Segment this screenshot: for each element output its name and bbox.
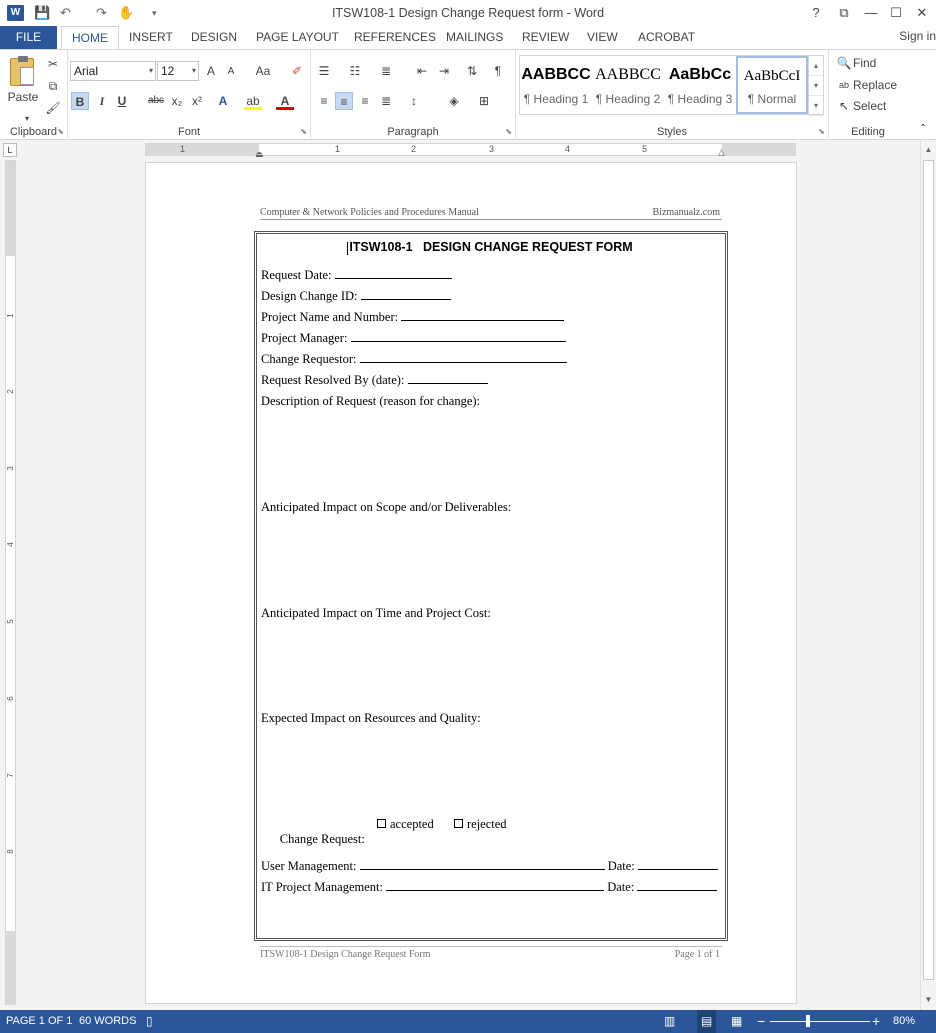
field-request-date[interactable] [261, 268, 452, 283]
paste-icon[interactable] [10, 58, 34, 86]
header-left: Computer & Network Policies and Procedures Manual [260, 207, 479, 218]
ruler-number: 4 [6, 542, 15, 547]
justify-icon[interactable]: ≣ [380, 94, 392, 108]
highlight-color-icon[interactable]: ab [244, 92, 262, 110]
shrink-font-button[interactable]: A [227, 66, 235, 77]
shading-icon[interactable]: ◈ [449, 94, 459, 108]
paragraph-group [311, 50, 516, 140]
strikethrough-button[interactable]: abc [147, 95, 165, 106]
blank-line[interactable] [401, 310, 564, 321]
blank-line[interactable] [638, 859, 718, 870]
print-layout-icon[interactable]: ▤ [697, 1010, 716, 1033]
user-management-label: User Management: [261, 859, 360, 873]
field-project-manager[interactable] [261, 331, 566, 346]
form-title[interactable]: ITSW108-1 DESIGN CHANGE REQUEST FORM [349, 240, 633, 254]
customize-qat-icon[interactable]: ▾ [152, 8, 157, 18]
blank-line[interactable] [360, 859, 605, 870]
ruler-number: 7 [6, 773, 15, 778]
font-group [68, 50, 311, 140]
ruler-right-margin [722, 144, 796, 155]
copy-icon[interactable]: ⧉ [48, 79, 58, 93]
header-right: Bizmanualz.com [652, 207, 720, 218]
it-management-label: IT Project Management: [261, 880, 387, 894]
grow-font-button[interactable]: A [206, 64, 215, 78]
web-layout-icon[interactable]: ▦ [731, 1014, 743, 1028]
zoom-slider-thumb[interactable] [806, 1015, 810, 1027]
blank-line[interactable] [637, 880, 717, 891]
style-sample: AABBCC [595, 66, 661, 83]
ruler-number: 1 [180, 144, 186, 154]
change-case-button[interactable]: Aa [255, 64, 271, 78]
read-mode-icon[interactable]: ▥ [664, 1014, 676, 1028]
section-resources-quality-impact[interactable]: Expected Impact on Resources and Quality: [261, 711, 481, 725]
editing-group-label: Editing [851, 126, 885, 138]
text-cursor [347, 242, 348, 255]
word-app-icon[interactable]: W [7, 5, 24, 21]
find-button[interactable]: Find [853, 56, 877, 70]
ruler-number: 2 [411, 144, 417, 154]
styles-scroll-down-icon[interactable]: ▾ [809, 76, 823, 96]
redo-icon[interactable]: ↷ [96, 5, 107, 20]
zoom-out-button[interactable]: − [757, 1013, 766, 1029]
styles-group-label: Styles [657, 126, 687, 138]
help-button[interactable]: ? [812, 5, 820, 20]
zoom-level[interactable]: 80% [893, 1015, 916, 1027]
horizontal-ruler[interactable] [145, 143, 796, 159]
subscript-button[interactable]: x₂ [171, 94, 183, 108]
font-family-value: Arial [74, 64, 99, 78]
sort-icon[interactable]: ⇅ [466, 64, 478, 78]
accepted-checkbox[interactable] [377, 819, 386, 828]
indent-marker-icon[interactable]: ⏏ [255, 149, 264, 159]
align-left-icon[interactable]: ≡ [320, 94, 328, 108]
bullets-icon[interactable]: ☰ [318, 64, 330, 78]
tab-file[interactable]: FILE [0, 26, 57, 49]
borders-icon[interactable]: ⊞ [478, 94, 490, 108]
restore-button[interactable]: ☐ [890, 5, 902, 20]
change-request-label: Change Request: [279, 832, 365, 846]
clipboard-group [0, 50, 68, 140]
header-rule [260, 219, 722, 220]
status-bar [0, 1010, 936, 1033]
bold-button[interactable]: B [71, 92, 89, 110]
select-cursor-icon[interactable]: ↖ [838, 99, 850, 113]
style-name: ¶ Normal [747, 92, 797, 106]
zoom-slider[interactable] [770, 1021, 870, 1022]
font-launcher-icon[interactable]: ⬊ [300, 127, 307, 136]
blank-line[interactable] [386, 880, 604, 891]
blank-line[interactable] [360, 352, 567, 363]
document-page[interactable] [145, 162, 797, 1004]
line-spacing-icon[interactable]: ↕ [411, 94, 417, 108]
style-heading-2[interactable] [592, 56, 664, 114]
paragraph-launcher-icon[interactable]: ⬊ [505, 127, 512, 136]
styles-scroll-up-icon[interactable]: ▴ [809, 56, 823, 76]
blank-line[interactable] [335, 268, 452, 279]
rejected-label: rejected [467, 817, 507, 831]
styles-more-icon[interactable]: ▾ [809, 96, 823, 116]
word-count-status[interactable]: 60 WORDS [79, 1015, 137, 1027]
vertical-scrollbar[interactable] [920, 140, 936, 1010]
tab-selector-icon[interactable]: L [3, 143, 17, 157]
style-heading-3[interactable] [664, 56, 736, 114]
style-name: ¶ Heading 3 [667, 92, 733, 106]
clear-formatting-icon[interactable]: ✐ [291, 64, 303, 78]
style-sample: AABBCC [521, 66, 591, 83]
scroll-up-icon[interactable]: ▲ [924, 145, 933, 154]
underline-button[interactable]: U [117, 94, 127, 108]
format-painter-icon[interactable]: 🖌 [45, 101, 61, 115]
ruler-number: 2 [6, 389, 15, 394]
field-label: Request Date: [261, 268, 335, 282]
style-sample: AaBbCc [668, 66, 732, 83]
ruler-top-margin [6, 161, 15, 256]
footer-rule [260, 946, 722, 947]
vertical-ruler[interactable] [5, 160, 16, 1005]
ruler-number: 5 [642, 144, 648, 154]
user-management-signoff[interactable] [261, 859, 718, 874]
tab-review[interactable]: REVIEW [522, 30, 570, 44]
sign-in-link[interactable]: Sign in [899, 29, 936, 43]
style-name: ¶ Heading 2 [595, 92, 661, 106]
field-label: Design Change ID: [261, 289, 361, 303]
window-title: ITSW108-1 Design Change Request form - Word [331, 6, 605, 20]
blank-line[interactable] [351, 331, 566, 342]
field-label: Request Resolved By (date): [261, 373, 408, 387]
collapse-ribbon-icon[interactable]: ⌃ [918, 123, 928, 134]
ribbon-display-options-button[interactable]: ⧉ [839, 5, 849, 20]
font-group-label: Font [177, 126, 200, 138]
ruler-number: 4 [565, 144, 571, 154]
footer-left: ITSW108-1 Design Change Request Form [260, 949, 431, 960]
paste-button[interactable]: Paste [7, 90, 39, 104]
section-time-cost-impact[interactable]: Anticipated Impact on Time and Project Cost: [261, 606, 491, 620]
clipboard-launcher-icon[interactable]: ⬊ [57, 127, 64, 136]
ruler-number: 3 [489, 144, 495, 154]
styles-gallery [519, 55, 809, 115]
increase-indent-icon[interactable]: ⇥ [438, 64, 450, 78]
ruler-number: 1 [335, 144, 341, 154]
rejected-checkbox[interactable] [454, 819, 463, 828]
select-button[interactable]: Select [853, 99, 887, 113]
save-icon[interactable]: 💾 [34, 5, 51, 20]
ruler-number: 5 [6, 619, 15, 624]
decrease-indent-icon[interactable]: ⇤ [416, 64, 428, 78]
align-center-icon[interactable]: ≡ [335, 92, 353, 110]
field-design-change-id[interactable] [261, 289, 451, 304]
font-size-dropdown[interactable] [157, 61, 199, 81]
style-heading-1[interactable] [520, 56, 592, 114]
change-request-row [261, 817, 365, 862]
cut-icon[interactable]: ✂ [47, 57, 59, 71]
tab-mailings[interactable]: MAILINGS [446, 30, 504, 44]
style-sample: AaBbCcI [743, 68, 801, 84]
ruler-number: 8 [6, 849, 15, 854]
tab-acrobat[interactable]: ACROBAT [638, 30, 696, 44]
italic-button[interactable]: I [99, 94, 105, 108]
accepted-label: accepted [390, 817, 434, 831]
style-normal[interactable] [736, 56, 808, 114]
field-label: Change Requestor: [261, 352, 360, 366]
tab-design[interactable]: DESIGN [191, 30, 238, 44]
zoom-in-button[interactable]: + [872, 1013, 881, 1029]
title-bar [0, 0, 936, 26]
proofing-icon[interactable]: ▯ [146, 1014, 153, 1028]
blank-line[interactable] [361, 289, 451, 300]
section-description[interactable]: Description of Request (reason for change): [261, 394, 481, 408]
numbering-icon[interactable]: ☷ [349, 64, 361, 78]
paste-dropdown-icon[interactable]: ▾ [24, 114, 29, 123]
accepted-option[interactable] [377, 817, 434, 832]
style-name: ¶ Heading 1 [523, 92, 589, 106]
text-effects-icon[interactable]: A [218, 94, 228, 108]
ruler-number: 1 [6, 313, 15, 318]
replace-button[interactable]: Replace [853, 78, 898, 92]
font-family-dropdown[interactable] [70, 61, 156, 81]
tab-view[interactable]: VIEW [587, 30, 618, 44]
multilevel-list-icon[interactable]: ≣ [380, 64, 392, 78]
font-color-icon[interactable]: A [276, 92, 294, 110]
field-change-requestor[interactable] [261, 352, 567, 367]
paragraph-group-label: Paragraph [387, 126, 439, 138]
field-label: Project Manager: [261, 331, 351, 345]
ruler-bottom-margin [6, 931, 15, 1005]
rejected-option[interactable] [454, 817, 507, 832]
editing-group [829, 50, 907, 140]
styles-scroller [809, 55, 824, 115]
field-label: Project Name and Number: [261, 310, 402, 324]
show-formatting-button[interactable]: ¶ [494, 64, 502, 78]
ribbon [0, 49, 936, 140]
scrollbar-thumb[interactable] [923, 160, 934, 980]
ruler-number: 6 [6, 696, 15, 701]
tab-home[interactable]: HOME [61, 26, 119, 50]
clipboard-group-label: Clipboard [9, 126, 58, 138]
replace-icon[interactable]: ab [838, 80, 849, 90]
ruler-left-margin [146, 144, 259, 155]
field-project-name[interactable] [261, 310, 564, 325]
it-project-management-signoff[interactable] [261, 880, 717, 895]
date-label: Date: [607, 880, 638, 894]
date-label: Date: [607, 859, 638, 873]
form-border [254, 231, 728, 941]
ruler-number: 3 [6, 466, 15, 471]
blank-line[interactable] [408, 373, 488, 384]
align-right-icon[interactable]: ≡ [361, 94, 369, 108]
font-size-value: 12 [161, 64, 175, 78]
chevron-down-icon: ▾ [191, 66, 196, 75]
right-indent-marker-icon[interactable]: △ [718, 147, 725, 157]
field-request-resolved-by[interactable] [261, 373, 488, 388]
section-scope-impact[interactable]: Anticipated Impact on Scope and/or Deliverables: [261, 500, 512, 514]
close-button[interactable]: ✕ [916, 5, 928, 20]
styles-launcher-icon[interactable]: ⬊ [818, 127, 825, 136]
page-count-status[interactable]: PAGE 1 OF 1 [6, 1015, 73, 1027]
scroll-down-icon[interactable]: ▼ [924, 995, 933, 1004]
footer-right: Page 1 of 1 [674, 949, 720, 960]
chevron-down-icon: ▾ [148, 66, 153, 75]
undo-icon[interactable]: ↶ [60, 5, 71, 20]
superscript-button[interactable]: x² [192, 94, 202, 108]
ribbon-tabs [0, 26, 936, 49]
tab-page-layout[interactable]: PAGE LAYOUT [256, 30, 339, 44]
tab-insert[interactable]: INSERT [129, 30, 173, 44]
find-icon[interactable]: 🔍 [836, 56, 852, 70]
minimize-button[interactable]: — [864, 5, 878, 20]
tab-references[interactable]: REFERENCES [354, 30, 437, 44]
touch-mode-icon[interactable]: ✋ [118, 5, 135, 20]
